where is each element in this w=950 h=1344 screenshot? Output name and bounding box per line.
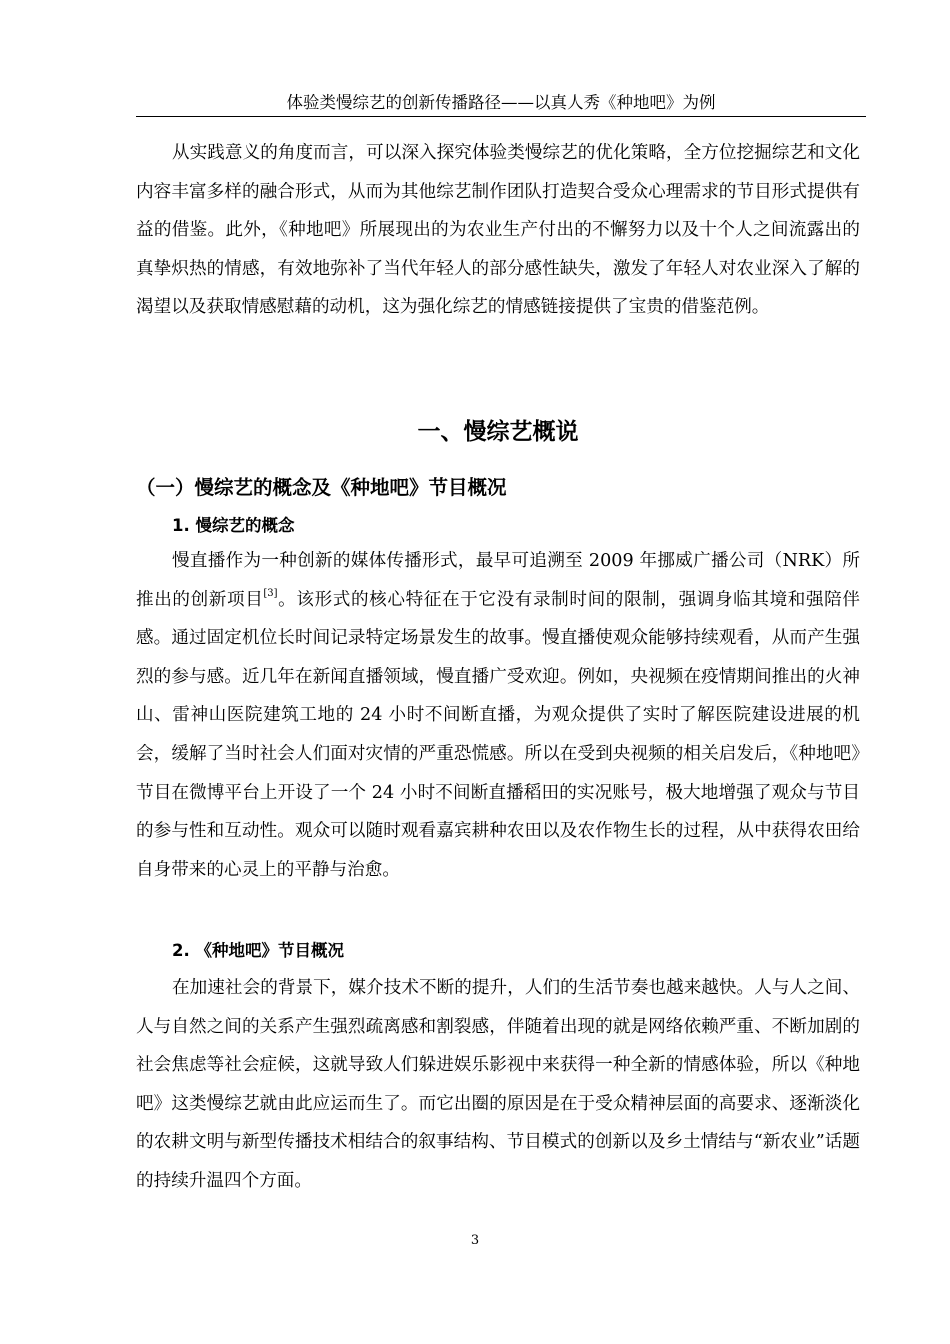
page-number: 3 (470, 1233, 480, 1248)
citation-ref: [3] (263, 587, 278, 599)
section-heading: （一）慢综艺的概念及《种地吧》节目概况 (136, 476, 507, 499)
subsection-1-paragraph (136, 542, 860, 889)
intro-paragraph: 从实践意义的角度而言，可以深入探究体验类慢综艺的优化策略，全方位挖掘综艺和文化内容丰富多样的融合形式，从而为其他综艺制作团队打造契合受众心理需求的节目形式提供有益的借鉴。此外，《种地吧》所展现出的为农业生产付出的不懈努力以及十个人之间流露出的真挚炽热的情感，有效地弥补了当代年轻人的部分感性缺失，激发了年轻人对农业深入了解的渴望以及获取情感慰藉的动机，这为强化综艺的情感链接提供了宝贵的借鉴范例。 (136, 143, 860, 318)
subsection-heading-1: 1. 慢综艺的概念 (172, 516, 295, 535)
header-rule (136, 116, 866, 117)
paragraph-text-after-ref: 。该形式的核心特征在于它没有录制时间的限制，强调身临其境和强陪伴感。通过固定机位长时间记录特定场景发生的故事。慢直播使观众能够持续观看，从而产生强烈的参与感。近几年在新闻直播领域，慢直播广受欢迎。例如，央视频在疫情期间推出的火神山、雷神山医院建筑工地的 24 小时不间断直播，为观众提供了实时了解医院建设进展的机会，缓解了当时社会人们面对灾情的严重恐慌感。所以在受到央视频的相关启发后，《种地吧》节目在微博平台上开设了一个 24 小时不间断直播稻田的实况账号，极大地增强了观众与节目的参与性和互动性。观众可以随时观看嘉宾耕种农田以及农作物生长的过程，从中获得农田给自身带来的心灵上的平静与治愈。 (136, 589, 860, 880)
chapter-heading: 一、慢综艺概说 (417, 419, 579, 445)
subsection-2-paragraph: 在加速社会的背景下，媒介技术不断的提升，人们的生活节奏也越来越快。人与人之间、人与自然之间的关系产生强烈疏离感和割裂感，伴随着出现的就是网络依赖严重、不断加剧的社会焦虑等社会症候，这就导致人们躲进娱乐影视中来获得一种全新的情感体验，所以《种地吧》这类慢综艺就由此应运而生了。而它出圈的原因是在于受众精神层面的高要求、逐渐淡化的农耕文明与新型传播技术相结合的叙事结构、节目模式的创新以及乡土情结与“新农业”话题的持续升温四个方面。 (136, 978, 860, 1191)
paragraph-text-before-ref: 慢直播作为一种创新的媒体传播形式，最早可追溯至 2009 年挪威广播公司（NRK）所推出的创新项目 (136, 551, 860, 610)
running-header: 体验类慢综艺的创新传播路径——以真人秀《种地吧》为例 (286, 93, 716, 112)
subsection-heading-2: 2. 《种地吧》节目概况 (172, 941, 344, 960)
